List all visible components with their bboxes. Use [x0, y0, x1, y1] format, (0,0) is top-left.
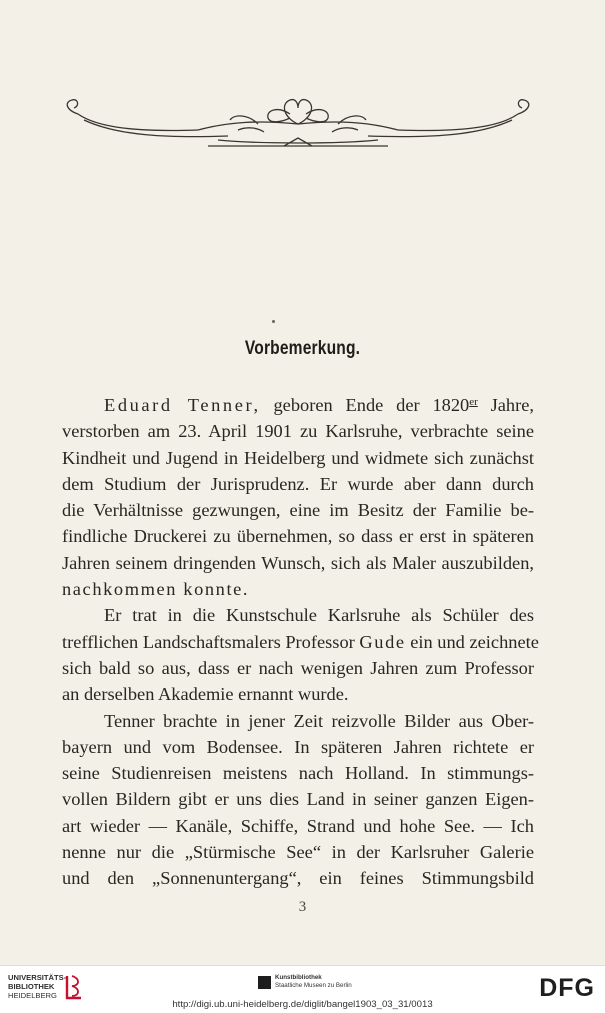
text-line: Er trat in die Kunstschule Karlsruhe als Schüler des: [104, 605, 534, 626]
text-span: Jahre,: [477, 395, 535, 415]
text-line: nachkommen konnte.: [62, 579, 250, 600]
ub-line: BIBLIOTHEK: [8, 982, 55, 991]
dfg-logo[interactable]: DFG: [539, 974, 595, 1002]
text-line: verstorben am 23. April 1901 zu Karlsruhe, verbrachte seine: [62, 421, 534, 442]
text-line: [62, 629, 539, 655]
text-line: dem Studium der Jurisprudenz. Er wurde aber dann durch: [62, 473, 534, 494]
text-span: geboren Ende der 1820: [260, 395, 470, 415]
text-line: bayern und vom Bodensee. In späteren Jahren richtete er: [62, 736, 534, 757]
text-line: Kindheit und Jugend in Heidelberg und widmete sich zunächst: [62, 447, 534, 468]
kunstbibliothek-logo-icon[interactable]: [258, 976, 271, 989]
kb-name: Kunstbibliothek: [275, 974, 322, 981]
ub-line: UNIVERSITÄTS-: [8, 973, 67, 982]
text-line: vollen Bildern gibt er uns dies Land in seiner ganzen Eigen-: [62, 789, 534, 810]
footer-bar: [0, 965, 605, 1013]
body-text: [62, 389, 539, 892]
text-line: nenne nur die „Stürmische See“ in der Karlsruher Galerie: [62, 842, 534, 863]
kb-subtitle: Staatliche Museen zu Berlin: [275, 982, 352, 989]
text-line: Jahren seinem dringenden Wunsch, sich als Maler auszubilden,: [62, 552, 534, 573]
text-line: art wieder — Kanäle, Schiffe, Strand und hohe See. — Ich: [62, 815, 534, 836]
text-line: sich bald so aus, dass er nach wenigen Jahren zum Professor: [62, 657, 534, 678]
ub-logo-icon[interactable]: [64, 974, 84, 1000]
text-line: Tenner brachte in jener Zeit reizvolle Bilder aus Ober-: [104, 710, 534, 731]
person-name: Gude: [359, 631, 406, 652]
superscript: er: [469, 396, 478, 408]
text-line: [62, 389, 534, 418]
page-number: 3: [298, 899, 307, 915]
text-line: an derselben Akademie ernannt wurde.: [62, 684, 349, 705]
author-name: Eduard Tenner,: [104, 395, 261, 415]
text-line: findliche Druckerei zu übernehmen, so dass er erst in späteren: [62, 526, 534, 547]
page-title: Vorbemerkung.: [244, 338, 361, 359]
text-line: die Verhältnisse gezwungen, eine im Besitz der Familie be-: [62, 500, 534, 521]
ub-line: HEIDELBERG: [8, 991, 57, 1000]
text-span: trefflichen Landschaftsmalers Professor: [62, 631, 360, 652]
ink-dot: [272, 320, 275, 323]
kunstbibliothek-credit: [275, 974, 352, 990]
ub-heidelberg-logo-text: [8, 973, 66, 1000]
text-line: seine Studienreisen meistens nach Holland. In stimmungs-: [62, 763, 534, 784]
text-span: ein und zeichnete: [405, 631, 539, 652]
source-url-link[interactable]: http://digi.ub.uni-heidelberg.de/diglit/bangel1903_03_31/0013: [172, 999, 433, 1010]
text-line: und den „Sonnenuntergang“, ein feines Stimmungsbild: [62, 868, 534, 889]
ornament-vignette: [58, 84, 538, 160]
